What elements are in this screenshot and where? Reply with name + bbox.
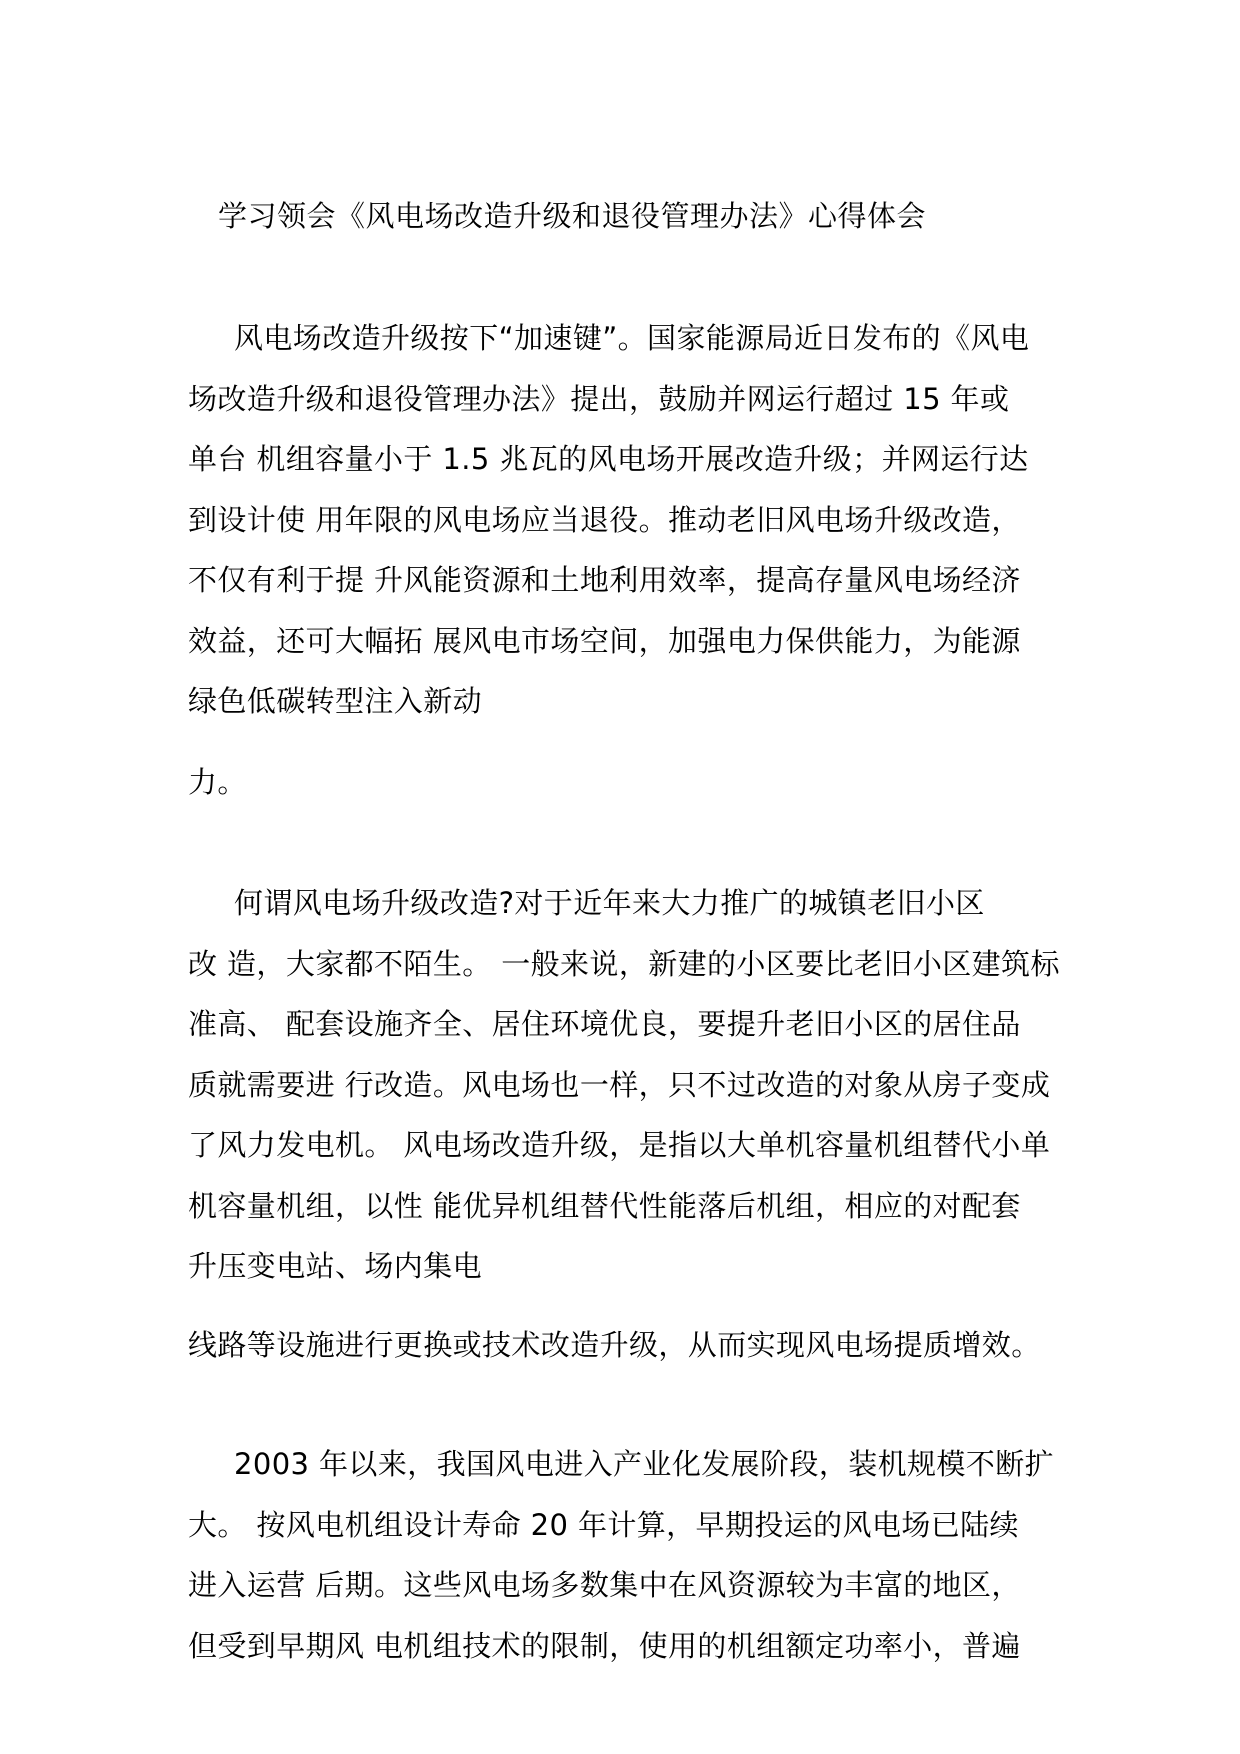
paragraph-2: [188, 873, 1068, 1297]
paragraph-3: [188, 1434, 1068, 1676]
document-title: 学习领会《风电场改造升级和退役管理办法》心得体会: [218, 199, 927, 233]
paragraph-1-line: 风电场改造升级按下“加速键”。国家能源局近日发布的《风电: [234, 321, 1030, 355]
paragraph-3-line: 进入运营 后期。这些风电场多数集中在风资源较为丰富的地区，: [188, 1568, 1021, 1602]
paragraph-1-tail: 力。: [188, 765, 247, 799]
paragraph-2-tail: 线路等设施进行更换或技术改造升级，从而实现风电场提质增效。: [188, 1328, 1041, 1362]
paragraph-1-line: 到设计使 用年限的风电场应当退役。推动老旧风电场升级改造，: [188, 502, 1021, 537]
paragraph-1-line: 不仅有利于提 升风能资源和土地利用效率，提高存量风电场经济: [188, 563, 1021, 597]
paragraph-2-line: 准高、 配套设施齐全、居住环境优良，要提升老旧小区的居住品: [188, 1007, 1021, 1041]
paragraph-2-line: 改 造，大家都不陌生。 一般来说，新建的小区要比老旧小区建筑标: [188, 946, 1060, 981]
paragraph-1-line: 单台 机组容量小于 1.5 兆瓦的风电场开展改造升级；并网运行达: [188, 442, 1029, 476]
paragraph-1-line: 效益，还可大幅拓 展风电市场空间，加强电力保供能力，为能源: [188, 623, 1021, 658]
paragraph-2-line: 机容量机组，以性 能优异机组替代性能落后机组，相应的对配套: [188, 1188, 1021, 1223]
paragraph-3-line: 但受到早期风 电机组技术的限制，使用的机组额定功率小，普遍: [188, 1628, 1021, 1663]
paragraph-2-line: 升压变电站、场内集电: [188, 1249, 483, 1283]
paragraph-1-line: 场改造升级和退役管理办法》提出，鼓励并网运行超过 15 年或: [188, 381, 1010, 416]
paragraph-3-line: 大。 按风电机组设计寿命 20 年计算，早期投运的风电场已陆续: [188, 1507, 1019, 1542]
paragraph-1: [188, 308, 1068, 732]
paragraph-1-line: 绿色低碳转型注入新动: [188, 684, 483, 718]
paragraph-2-line: 质就需要进 行改造。风电场也一样，只不过改造的对象从房子变成: [188, 1067, 1051, 1102]
paragraph-3-line: 2003 年以来，我国风电进入产业化发展阶段，装机规模不断扩: [234, 1447, 1055, 1481]
paragraph-2-line: 了风力发电机。 风电场改造升级，是指以大单机容量机组替代小单: [188, 1128, 1051, 1162]
paragraph-2-line: 何谓风电场升级改造?对于近年来大力推广的城镇老旧小区: [234, 886, 985, 920]
